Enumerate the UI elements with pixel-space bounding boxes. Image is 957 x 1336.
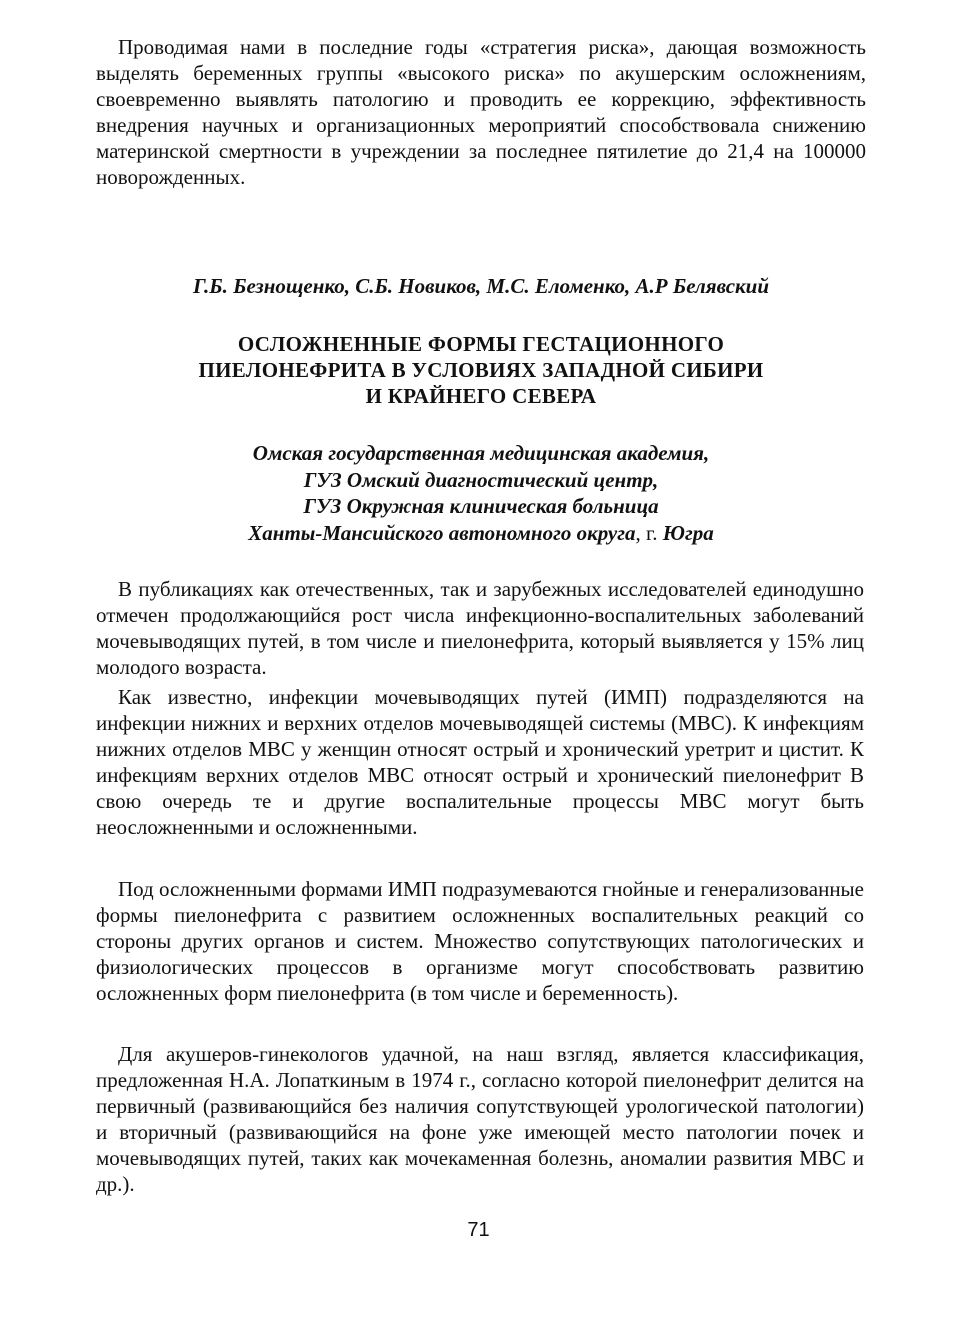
affiliation-line [96, 520, 866, 547]
previous-section-paragraph: Проводимая нами в последние годы «стратегия риска», дающая возможность выделять беременных группы «высокого риска» по акушерским осложнениям, своевременно выявлять патологию и проводить ее коррекцию, эффективность внедрения научных и организационных мероприятий способствовала снижению материнской смертности в учреждении за последнее пятилетие до 21,4 на 100000 новорожденных. [96, 35, 866, 189]
page-number: 71 [467, 1219, 490, 1241]
body-paragraph: В публикациях как отечественных, так и зарубежных исследователей единодушно отмечен продолжающийся рост числа инфекционно-воспалительных заболеваний мочевыводящих путей, в том числе и пиелонефрита, который выявляется у 15% лиц молодого возраста. [96, 577, 864, 679]
affiliation-line: Омская государственная медицинская академия, [252, 441, 710, 465]
title-line: И КРАЙНЕГО СЕВЕРА [365, 384, 597, 408]
affiliation-line: ГУЗ Окружная клиническая больница [303, 494, 659, 518]
article-authors: Г.Б. Безнощенко, С.Б. Новиков, М.С. Еломенко, А.Р Белявский [192, 274, 770, 298]
body-paragraph: Под осложненными формами ИМП подразумеваются гнойные и генерализованные формы пиелонефрита с развитием осложненных воспалительных реакций со стороны других органов и систем. Множество сопутствующих патологических и физиологических процессов в организме могут способствовать развитию осложненных форм пиелонефрита (в том числе и беременность). [96, 877, 864, 1005]
affiliation-city: Югра [662, 520, 714, 545]
affiliation-region: Ханты-Мансийского автономного округа [248, 520, 636, 545]
title-line: ПИЕЛОНЕФРИТА В УСЛОВИЯХ ЗАПАДНОЙ СИБИРИ [198, 358, 764, 382]
title-line: ОСЛОЖНЕННЫЕ ФОРМЫ ГЕСТАЦИОННОГО [237, 332, 725, 356]
article-title [96, 331, 866, 409]
body-paragraph: Как известно, инфекции мочевыводящих путей (ИМП) подразделяются на инфекции нижних и верхних отделов мочевыводящей системы (МВС). К инфекциям нижних отделов МВС у женщин относят острый и хронический уретрит и цистит. К инфекциям верхних отделов МВС относят острый и хронический пиелонефрит В свою очередь те и другие воспалительные процессы МВС могут быть неосложненными и осложненными. [96, 685, 864, 839]
affiliation-city-prefix: , г. [635, 520, 663, 545]
affiliation-line: ГУЗ Омский диагностический центр, [303, 467, 659, 492]
article-affiliations [96, 440, 866, 546]
body-paragraph: Для акушеров-гинекологов удачной, на наш взгляд, является классификация, предложенная Н.А. Лопаткиным в 1974 г., согласно которой пиелонефрит делится на первичный (развивающийся без наличия сопутствующей урологической патологии) и вторичный (развивающийся на фоне уже имеющей место патологии почек и мочевыводящих путей, таких как мочекаменная болезнь, аномалии развития МВС и др.). [96, 1042, 864, 1196]
